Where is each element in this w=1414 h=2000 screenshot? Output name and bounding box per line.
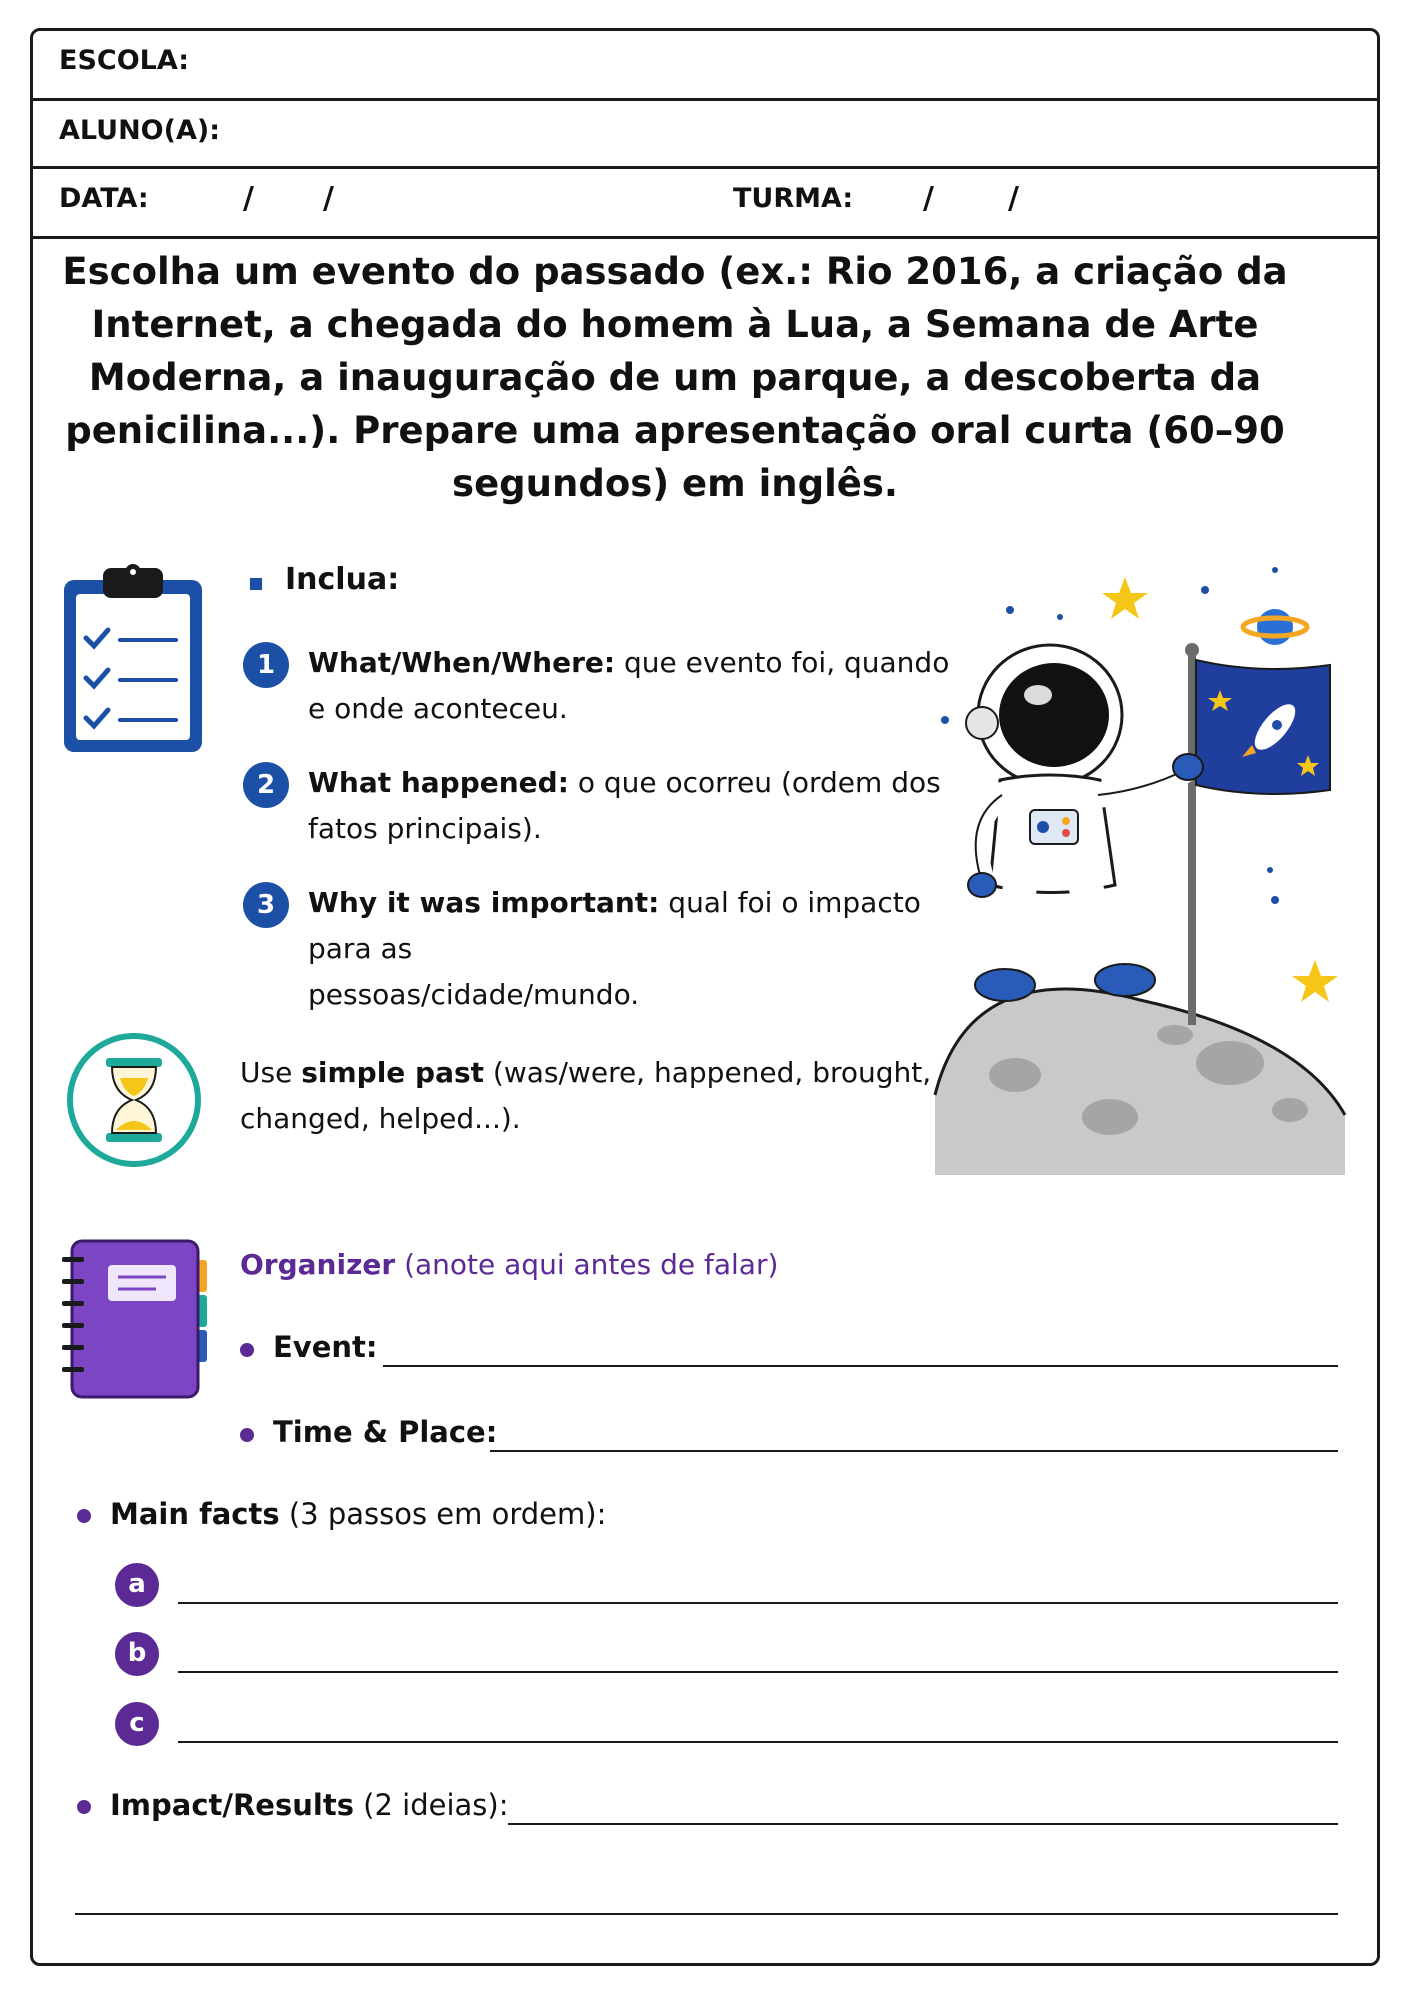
data-turma-row <box>33 169 1377 239</box>
main-facts-bold: Main facts <box>110 1497 280 1531</box>
number-badge: 3 <box>243 882 289 928</box>
item-text: que evento foi, quando <box>615 646 950 679</box>
astronaut-on-moon-illustration <box>930 555 1360 1175</box>
hourglass-icon <box>64 1030 204 1170</box>
item-text: qual foi o impacto para as <box>308 886 921 965</box>
impact-bold: Impact/Results <box>110 1788 354 1822</box>
simple-past-tip <box>240 1050 940 1142</box>
tip-suffix: (was/were, happened, brought, <box>484 1056 932 1089</box>
clipboard-icon <box>58 560 208 760</box>
turma-label: TURMA: <box>733 183 854 214</box>
bullet-square <box>250 578 262 590</box>
item-text: pessoas/cidade/mundo. <box>308 978 640 1011</box>
escola-label: ESCOLA: <box>59 45 190 76</box>
item-bold: What happened: <box>308 766 569 799</box>
impact-label <box>110 1788 508 1822</box>
item-text: e onde aconteceu. <box>308 692 568 725</box>
impact-field-extra[interactable] <box>75 1913 1338 1915</box>
event-label: Event: <box>273 1330 378 1364</box>
time-place-field[interactable] <box>490 1450 1338 1452</box>
escola-row <box>33 31 1377 101</box>
item-bold: What/When/Where: <box>308 646 616 679</box>
inclua-item-1 <box>308 640 958 732</box>
main-facts-label <box>110 1497 606 1531</box>
fact-b-field[interactable] <box>178 1671 1338 1673</box>
time-place-label: Time & Place: <box>273 1415 498 1449</box>
tip-line2: changed, helped...). <box>240 1102 521 1135</box>
inclua-item-3 <box>308 880 968 1018</box>
inclua-item-2 <box>308 760 958 852</box>
intro-instructions: Escolha um evento do passado (ex.: Rio 2016, a criação da Internet, a chegada do homem à Lua, a Semana de Arte Moderna, a inauguração de um parque, a descoberta da penicilina...). Prepare uma apresentação oral curta (60–90 segundos) em inglês. <box>62 250 1288 505</box>
item-text: fatos principais). <box>308 812 542 845</box>
fact-b-badge: b <box>115 1632 159 1676</box>
fact-c-badge: c <box>115 1702 159 1746</box>
number-badge: 2 <box>243 762 289 808</box>
bullet-dot <box>240 1428 254 1442</box>
fact-c-field[interactable] <box>178 1741 1338 1743</box>
bullet-dot <box>240 1343 254 1357</box>
impact-text: (2 ideias): <box>353 1788 509 1822</box>
number-badge: 1 <box>243 642 289 688</box>
tip-bold: simple past <box>301 1056 485 1089</box>
turma-slash: / <box>923 181 934 216</box>
aluno-row <box>33 101 1377 169</box>
turma-slash: / <box>1008 181 1019 216</box>
impact-field[interactable] <box>508 1823 1338 1825</box>
organizer-heading <box>240 1248 778 1281</box>
date-slash: / <box>323 181 334 216</box>
event-field[interactable] <box>383 1365 1338 1367</box>
organizer-title: Organizer <box>240 1248 396 1281</box>
bullet-dot <box>77 1800 91 1814</box>
fact-a-badge: a <box>115 1563 159 1607</box>
data-label: DATA: <box>59 183 149 214</box>
aluno-label: ALUNO(A): <box>59 115 220 146</box>
organizer-subtitle: (anote aqui antes de falar) <box>395 1248 779 1281</box>
fact-a-field[interactable] <box>178 1602 1338 1604</box>
notebook-icon <box>60 1235 210 1405</box>
inclua-title: Inclua: <box>285 562 400 597</box>
date-slash: / <box>243 181 254 216</box>
main-facts-text: (3 passos em ordem): <box>279 1497 607 1531</box>
tip-prefix: Use <box>240 1056 302 1089</box>
bullet-dot <box>77 1509 91 1523</box>
item-text: o que ocorreu (ordem dos <box>568 766 941 799</box>
item-bold: Why it was important: <box>308 886 660 919</box>
